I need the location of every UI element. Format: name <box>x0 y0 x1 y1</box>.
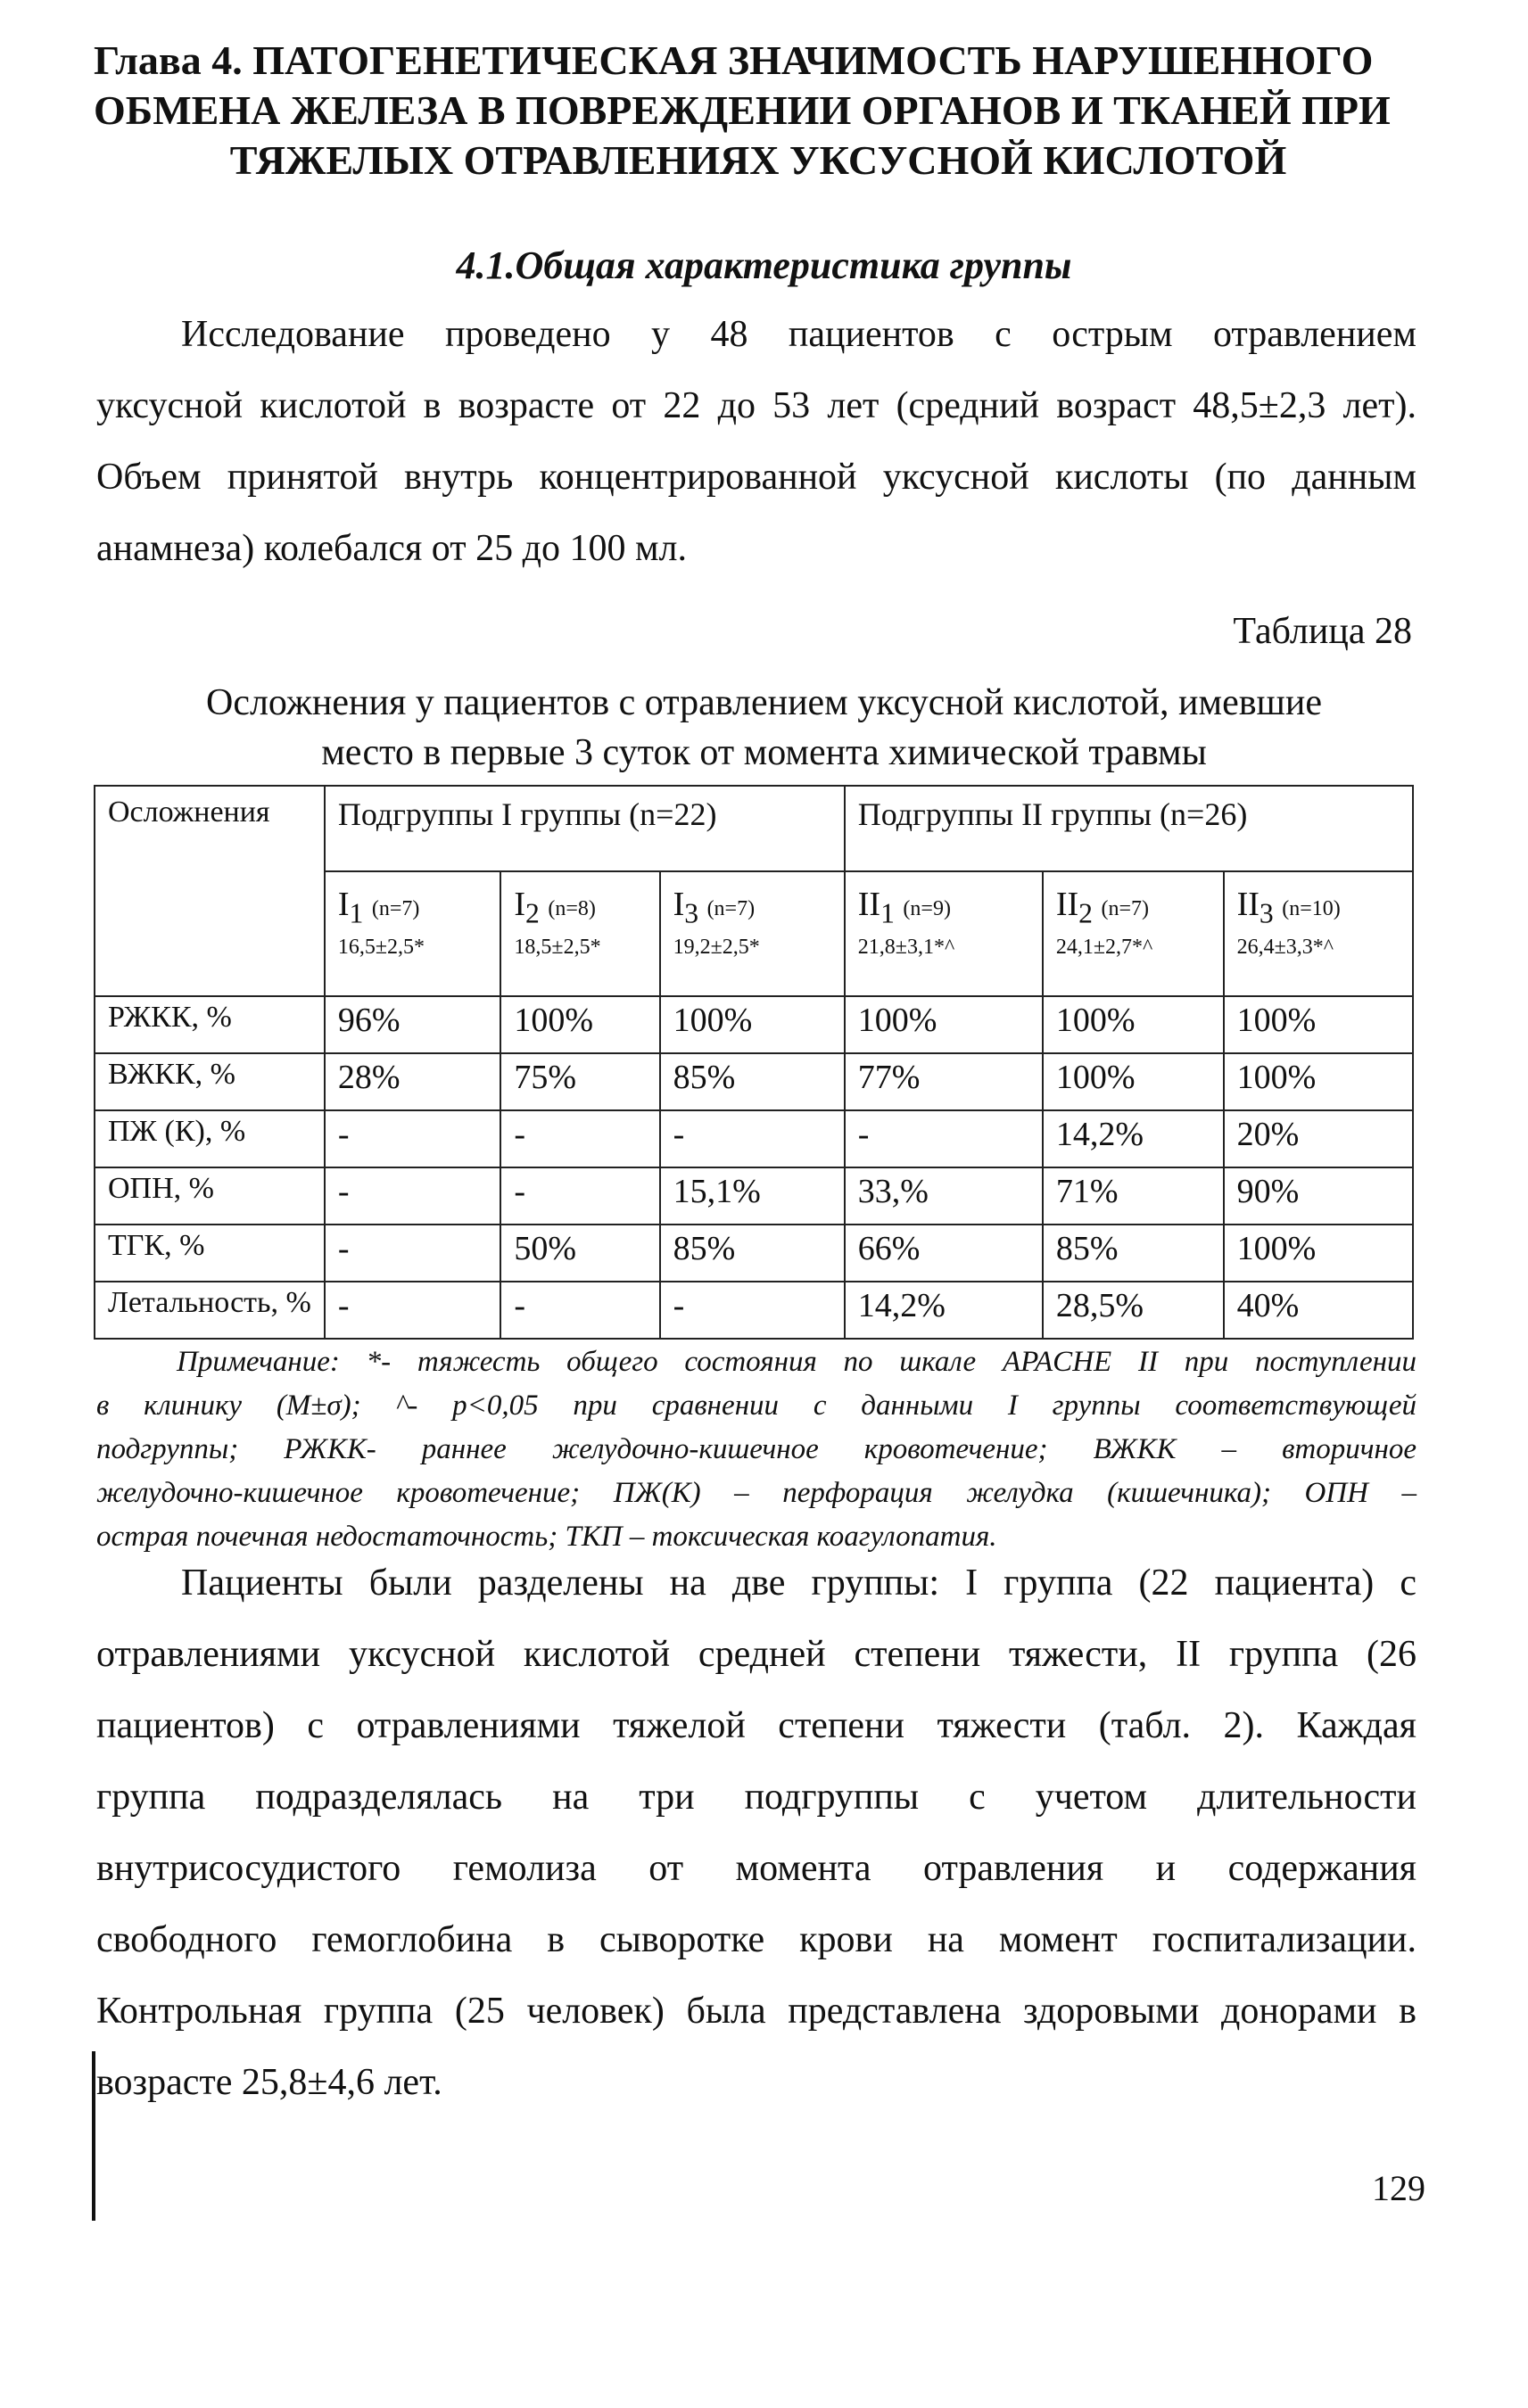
subgroup-name: II <box>857 886 881 923</box>
table-cell: - <box>325 1110 501 1167</box>
row-label: ОПН, % <box>95 1167 325 1225</box>
intro-line-2: уксусной кислотой в возрасте от 22 до 53 лет (средний возраст 48,5±2,3 лет). <box>96 385 1416 426</box>
note-line-2: в клинику (M±σ); ^- p<0,05 при сравнении с данными I группы соответствующей <box>96 1390 1416 1422</box>
table-row <box>95 1167 1413 1225</box>
subgroup-apache-value: 19,2±2,5* <box>673 935 760 959</box>
table-cell: - <box>325 1167 501 1225</box>
table-row <box>95 1053 1413 1110</box>
table-note <box>96 1340 1416 1559</box>
table-cell: 100% <box>660 996 845 1053</box>
table-cell: 100% <box>845 996 1043 1053</box>
table-row <box>95 1110 1413 1167</box>
note-line-4: желудочно-кишечное кровотечение; ПЖ(К) – перфорация желудка (кишечника); ОПН – <box>96 1477 1416 1509</box>
table-cell: 77% <box>845 1053 1043 1110</box>
table-cell: 75% <box>500 1053 659 1110</box>
subgroup-apache-value: 21,8±3,1*^ <box>857 935 955 959</box>
subgroup-n: (n=7) <box>371 897 420 920</box>
subgroup-header <box>845 871 1043 996</box>
row-label: Летальность, % <box>95 1282 325 1339</box>
note-line-3: подгруппы; РЖКК- раннее желудочно-кишечное кровотечение; ВЖКК – вторичное <box>96 1433 1416 1465</box>
subgroup-header <box>1043 871 1224 996</box>
intro-line-1: Исследование проведено у 48 пациентов с острым отравлением <box>181 314 1416 355</box>
table-cell: 90% <box>1224 1167 1413 1225</box>
subgroup-index: 1 <box>880 897 895 929</box>
groups-line-1: Пациенты были разделены на две группы: I группа (22 пациента) с <box>181 1563 1416 1604</box>
note-line-5: острая почечная недостаточность; ТКП – токсическая коагулопатия. <box>96 1521 997 1553</box>
table-cell: - <box>325 1225 501 1282</box>
row-label: РЖКК, % <box>95 996 325 1053</box>
table-row <box>95 1225 1413 1282</box>
subgroup-n: (n=10) <box>1282 897 1341 920</box>
subgroup-apache-value: 16,5±2,5* <box>337 935 425 959</box>
table-cell: - <box>500 1110 659 1167</box>
table-caption <box>0 678 1528 778</box>
group2-header: Подгруппы II группы (n=26) <box>845 786 1413 871</box>
chapter-title-line-2: ОБМЕНА ЖЕЛЕЗА В ПОВРЕЖДЕНИИ ОРГАНОВ И ТКАНЕЙ ПРИ <box>94 87 1391 133</box>
subgroup-name: I <box>673 886 685 923</box>
table-cell: 14,2% <box>845 1282 1043 1339</box>
subgroup-name: II <box>1055 886 1079 923</box>
table-cell: 100% <box>1224 1053 1413 1110</box>
subgroup-n: (n=7) <box>706 897 756 920</box>
groups-line-8: возрасте 25,8±4,6 лет. <box>96 2062 442 2103</box>
section-heading: 4.1.Общая характеристика группы <box>456 243 1072 287</box>
table-cell: 40% <box>1224 1282 1413 1339</box>
chapter-title-line-3: ТЯЖЕЛЫХ ОТРАВЛЕНИЯХ УКСУСНОЙ КИСЛОТОЙ <box>229 137 1287 183</box>
subgroup-name: I <box>514 886 526 923</box>
groups-line-6: свободного гемоглобина в сыворотке крови на момент госпитализации. <box>96 1919 1416 1960</box>
table-cell: 85% <box>660 1053 845 1110</box>
table-cell: 85% <box>660 1225 845 1282</box>
table-cell: 28% <box>325 1053 501 1110</box>
groups-line-4: группа подразделялась на три подгруппы с учетом длительности <box>96 1777 1416 1818</box>
table-cell: 100% <box>1224 996 1413 1053</box>
table-cell: 33,% <box>845 1167 1043 1225</box>
table-cell: 100% <box>500 996 659 1053</box>
intro-paragraph <box>96 299 1416 584</box>
subgroup-index: 2 <box>525 897 540 929</box>
subgroup-index: 1 <box>349 897 364 929</box>
subgroup-n: (n=9) <box>903 897 951 920</box>
subgroup-header <box>325 871 501 996</box>
table-number: Таблица 28 <box>1233 611 1412 652</box>
subgroup-n: (n=7) <box>1101 897 1149 920</box>
table-cell: - <box>845 1110 1043 1167</box>
intro-line-3: Объем принятой внутрь концентрированной уксусной кислоты (по данным <box>96 457 1416 498</box>
groups-line-3: пациентов) с отравлениями тяжелой степени тяжести (табл. 2). Каждая <box>96 1705 1416 1746</box>
table-cell: - <box>500 1282 659 1339</box>
table-cell: 66% <box>845 1225 1043 1282</box>
table-cell: - <box>500 1167 659 1225</box>
row-label: ВЖКК, % <box>95 1053 325 1110</box>
table-cell: 71% <box>1043 1167 1224 1225</box>
table-cell: 96% <box>325 996 501 1053</box>
intro-line-4: анамнеза) колебался от 25 до 100 мл. <box>96 528 688 569</box>
table-cell: - <box>325 1282 501 1339</box>
subgroup-name: II <box>1236 886 1260 923</box>
table-cell: 100% <box>1043 1053 1224 1110</box>
margin-rule <box>92 2051 95 2221</box>
table-cell: - <box>660 1110 845 1167</box>
complications-table <box>94 785 1414 1340</box>
subgroup-header <box>500 871 659 996</box>
table-cell: 50% <box>500 1225 659 1282</box>
subgroup-n: (n=8) <box>548 897 596 920</box>
table-cell: 20% <box>1224 1110 1413 1167</box>
table-cell: - <box>660 1282 845 1339</box>
subgroup-apache-value: 24,1±2,7*^ <box>1055 935 1153 959</box>
table-caption-line-1: Осложнения у пациентов с отравлением уксусной кислотой, имевшие <box>206 682 1322 723</box>
groups-line-2: отравлениями уксусной кислотой средней степени тяжести, II группа (26 <box>96 1634 1416 1675</box>
corner-header: Осложнения <box>95 786 325 996</box>
subgroup-header <box>1224 871 1413 996</box>
subgroup-index: 3 <box>1259 897 1274 929</box>
table-row <box>95 1282 1413 1339</box>
table-cell: 15,1% <box>660 1167 845 1225</box>
chapter-title <box>94 36 1423 186</box>
chapter-title-line-1: Глава 4. ПАТОГЕНЕТИЧЕСКАЯ ЗНАЧИМОСТЬ НАРУШЕННОГО <box>94 37 1374 83</box>
table-cell: 85% <box>1043 1225 1224 1282</box>
page-number: 129 <box>1372 2168 1425 2208</box>
subgroup-index: 3 <box>684 897 699 929</box>
subgroup-index: 2 <box>1078 897 1093 929</box>
note-line-1: Примечание: *- тяжесть общего состояния по шкале APACHE II при поступлении <box>177 1346 1416 1378</box>
groups-line-7: Контрольная группа (25 человек) была представлена здоровыми донорами в <box>96 1991 1416 2032</box>
subgroup-header <box>660 871 845 996</box>
subgroup-apache-value: 26,4±3,3*^ <box>1236 935 1334 959</box>
row-label: ПЖ (К), % <box>95 1110 325 1167</box>
table-cell: 100% <box>1043 996 1224 1053</box>
table-cell: 100% <box>1224 1225 1413 1282</box>
groups-line-5: внутрисосудистого гемолиза от момента отравления и содержания <box>96 1848 1416 1889</box>
table-cell: 14,2% <box>1043 1110 1224 1167</box>
subgroup-apache-value: 18,5±2,5* <box>514 935 601 959</box>
table-caption-line-2: место в первые 3 суток от момента химической травмы <box>321 732 1207 773</box>
table-cell: 28,5% <box>1043 1282 1224 1339</box>
group1-header: Подгруппы I группы (n=22) <box>325 786 845 871</box>
subgroup-name: I <box>337 886 350 923</box>
table-row <box>95 996 1413 1053</box>
groups-paragraph <box>96 1547 1416 2118</box>
row-label: ТГК, % <box>95 1225 325 1282</box>
